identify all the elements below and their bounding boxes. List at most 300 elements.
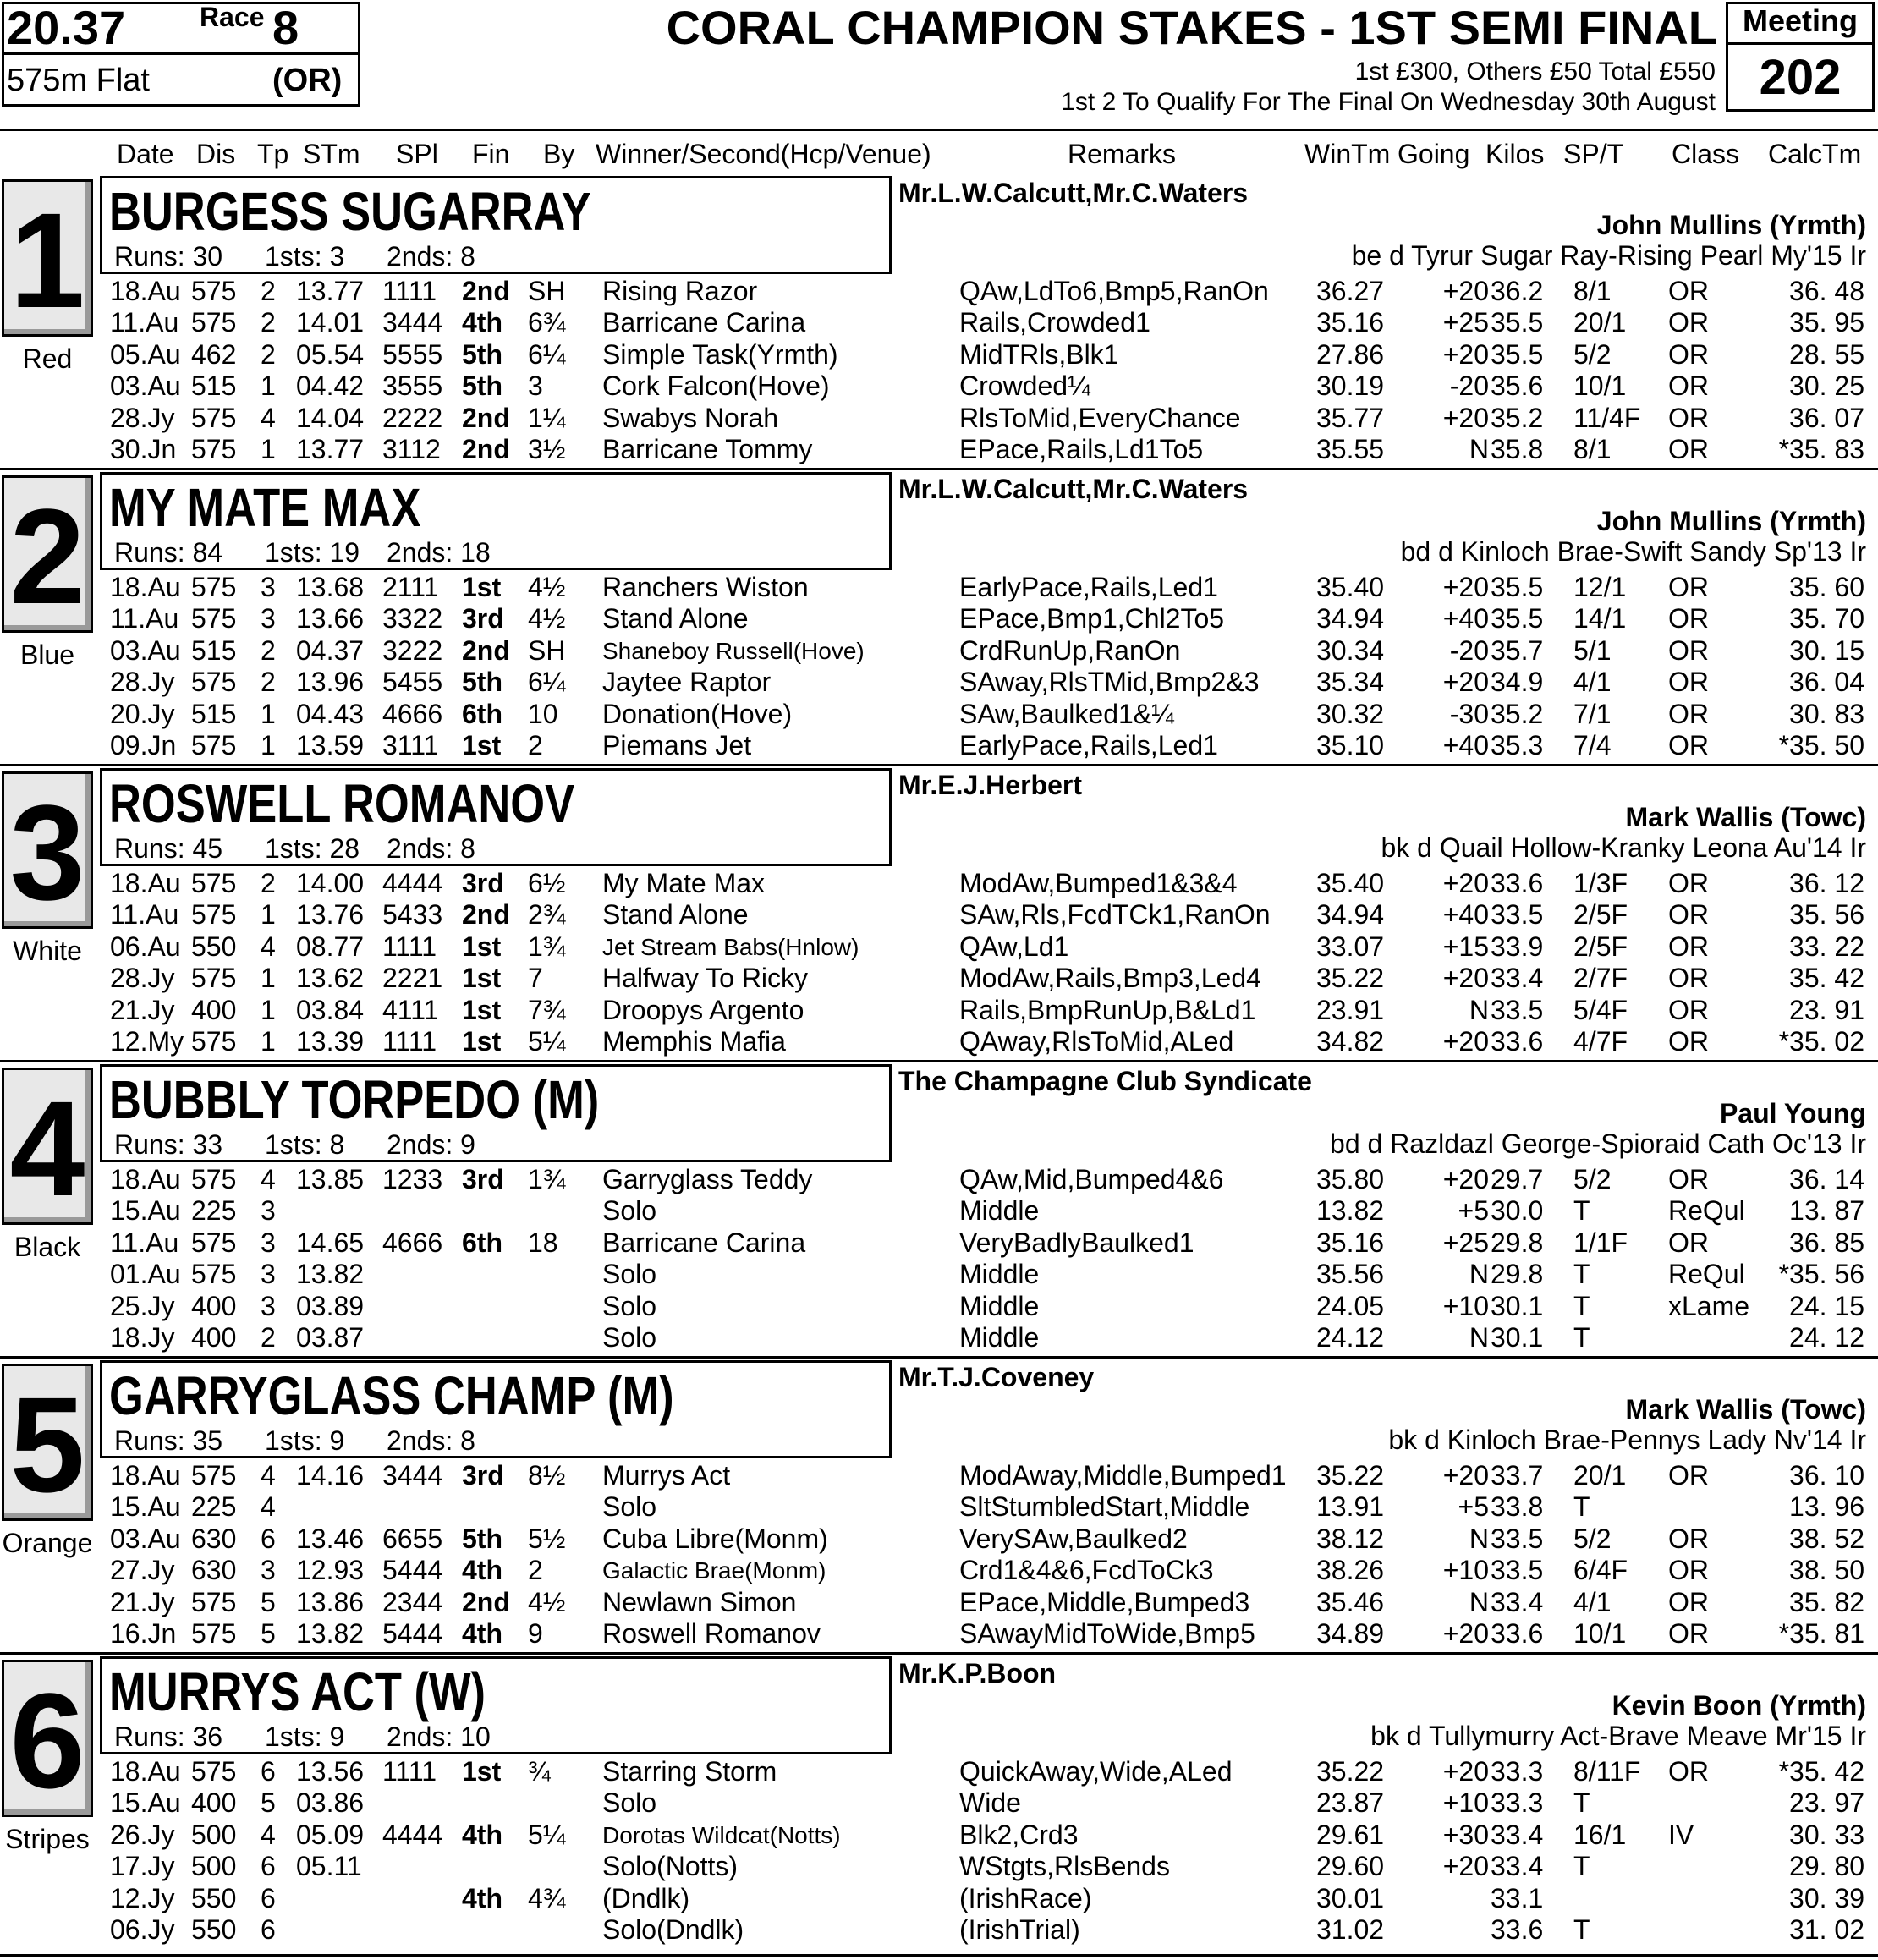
form-fin: 4th bbox=[462, 307, 502, 338]
form-spl: 5444 bbox=[382, 1618, 443, 1649]
form-spt: 6/4F bbox=[1573, 1555, 1628, 1585]
form-wintm: 35.56 bbox=[1316, 1259, 1385, 1289]
form-row bbox=[0, 1914, 1878, 1946]
form-row bbox=[0, 1883, 1878, 1914]
form-stm: 13.77 bbox=[296, 434, 365, 464]
form-going: +20 bbox=[1442, 1026, 1489, 1057]
form-going: N bbox=[1469, 1259, 1489, 1289]
form-class: OR bbox=[1668, 899, 1709, 930]
form-remarks: MidTRls,Blk1 bbox=[959, 339, 1119, 370]
form-spt: 5/2 bbox=[1573, 339, 1612, 370]
form-dis: 575 bbox=[191, 434, 237, 464]
form-wintm: 31.02 bbox=[1316, 1914, 1385, 1945]
form-winner: Stand Alone bbox=[602, 899, 749, 930]
form-fin: 3rd bbox=[462, 868, 504, 898]
runner-separator bbox=[0, 1060, 1878, 1062]
form-tp: 3 bbox=[261, 1555, 276, 1585]
form-date: 17.Jy bbox=[110, 1851, 175, 1881]
form-stm: 13.76 bbox=[296, 899, 365, 930]
form-class: xLame bbox=[1668, 1291, 1750, 1321]
form-wintm: 24.05 bbox=[1316, 1291, 1385, 1321]
form-kilos: 33.1 bbox=[1491, 1883, 1544, 1913]
form-going: +20 bbox=[1442, 667, 1489, 697]
form-going: +15 bbox=[1442, 931, 1489, 962]
form-fin: 5th bbox=[462, 371, 502, 401]
form-wintm: 13.82 bbox=[1316, 1195, 1385, 1226]
form-wintm: 38.26 bbox=[1316, 1555, 1385, 1585]
form-wintm: 35.16 bbox=[1316, 307, 1385, 338]
form-going: N bbox=[1469, 434, 1489, 464]
race-title: CORAL CHAMPION STAKES - 1ST SEMI FINAL bbox=[666, 1, 1717, 54]
form-row bbox=[0, 1851, 1878, 1882]
form-calctm: 35. 42 bbox=[1789, 963, 1864, 993]
form-winner: Galactic Brae(Monm) bbox=[602, 1557, 826, 1584]
form-by: 6¾ bbox=[528, 307, 566, 338]
runner-separator bbox=[0, 1652, 1878, 1655]
runner-separator bbox=[0, 468, 1878, 470]
form-spt: 5/1 bbox=[1573, 635, 1612, 666]
form-winner: Memphis Mafia bbox=[602, 1026, 786, 1057]
form-spt: 8/1 bbox=[1573, 434, 1612, 464]
form-fin: 5th bbox=[462, 1524, 502, 1554]
form-tp: 2 bbox=[261, 339, 276, 370]
form-winner: Jet Stream Babs(Hnlow) bbox=[602, 934, 859, 960]
form-class: OR bbox=[1668, 868, 1709, 898]
form-date: 18.Au bbox=[110, 1164, 181, 1194]
form-spt: 7/1 bbox=[1573, 699, 1612, 729]
form-calctm: 30. 25 bbox=[1789, 371, 1864, 401]
form-date: 09.Jn bbox=[110, 730, 177, 760]
form-tp: 3 bbox=[261, 572, 276, 602]
form-calctm: 33. 22 bbox=[1789, 931, 1864, 962]
form-tp: 3 bbox=[261, 1195, 276, 1226]
form-spl: 3555 bbox=[382, 371, 443, 401]
form-by: 2 bbox=[528, 1555, 543, 1585]
form-spl: 3112 bbox=[382, 434, 441, 464]
form-going: +10 bbox=[1442, 1787, 1489, 1818]
form-remarks: Blk2,Crd3 bbox=[959, 1820, 1079, 1850]
dog-name: MURRYS ACT (W) bbox=[109, 1661, 486, 1722]
form-winner: Droopys Argento bbox=[602, 995, 804, 1025]
form-spl: 5433 bbox=[382, 899, 443, 930]
trap-colour: Blue bbox=[19, 640, 75, 670]
form-class: OR bbox=[1668, 1555, 1709, 1585]
form-remarks: SAw,Rls,FcdTCk1,RanOn bbox=[959, 899, 1271, 930]
form-date: 25.Jy bbox=[110, 1291, 175, 1321]
trainer-name: Kevin Boon (Yrmth) bbox=[1612, 1690, 1866, 1721]
form-stm: 05.11 bbox=[296, 1851, 362, 1881]
form-stm: 04.37 bbox=[296, 635, 365, 666]
form-winner: Solo bbox=[602, 1291, 657, 1321]
form-calctm: 36. 14 bbox=[1789, 1164, 1864, 1194]
form-dis: 575 bbox=[191, 963, 237, 993]
form-stm: 13.59 bbox=[296, 730, 365, 760]
form-spt: 5/2 bbox=[1573, 1164, 1612, 1194]
form-stm: 03.86 bbox=[296, 1787, 365, 1818]
form-tp: 3 bbox=[261, 603, 276, 634]
form-kilos: 35.5 bbox=[1491, 572, 1544, 602]
form-calctm: 36. 48 bbox=[1789, 276, 1864, 306]
form-wintm: 30.32 bbox=[1316, 699, 1385, 729]
col-tp: Tp bbox=[257, 139, 289, 169]
form-class: OR bbox=[1668, 1460, 1709, 1491]
col-spl: SPl bbox=[396, 139, 438, 169]
dog-name-box bbox=[100, 768, 892, 866]
prize-money: 1st £300, Others £50 Total £550 bbox=[1354, 58, 1716, 85]
form-winner: Solo(Notts) bbox=[602, 1851, 739, 1881]
footer-rule bbox=[0, 1954, 1878, 1957]
runs-count: Runs: 84 bbox=[114, 537, 223, 568]
form-going: +25 bbox=[1442, 307, 1489, 338]
form-class: OR bbox=[1668, 1524, 1709, 1554]
form-spl: 2344 bbox=[382, 1587, 443, 1617]
form-calctm: 29. 80 bbox=[1789, 1851, 1864, 1881]
form-class: OR bbox=[1668, 635, 1709, 666]
form-date: 11.Au bbox=[110, 307, 179, 338]
form-remarks: SAw,Baulked1&¼ bbox=[959, 699, 1174, 729]
form-remarks: ModAw,Bumped1&3&4 bbox=[959, 868, 1238, 898]
form-winner: Solo(Dndlk) bbox=[602, 1914, 744, 1945]
form-stm: 04.43 bbox=[296, 699, 365, 729]
form-remarks: QuickAway,Wide,ALed bbox=[959, 1756, 1233, 1787]
form-tp: 1 bbox=[261, 963, 276, 993]
form-kilos: 33.9 bbox=[1491, 931, 1544, 962]
firsts-count: 1sts: 9 bbox=[265, 1425, 345, 1456]
form-date: 15.Au bbox=[110, 1195, 181, 1226]
form-spl: 2222 bbox=[382, 403, 443, 433]
form-spt: 2/5F bbox=[1573, 899, 1628, 930]
form-date: 21.Jy bbox=[110, 1587, 175, 1617]
form-by: SH bbox=[528, 635, 566, 666]
breeding: bk d Quail Hollow-Kranky Leona Au'14 Ir bbox=[1381, 832, 1866, 863]
form-wintm: 35.40 bbox=[1316, 868, 1385, 898]
form-stm: 14.00 bbox=[296, 868, 365, 898]
breeding: bk d Tullymurry Act-Brave Meave Mr'15 Ir bbox=[1370, 1721, 1866, 1751]
form-by: 8½ bbox=[528, 1460, 566, 1491]
breeding: bd d Razldazl George-Spioraid Cath Oc'13 Ir bbox=[1330, 1128, 1866, 1159]
form-by: 4½ bbox=[528, 1587, 566, 1617]
form-tp: 2 bbox=[261, 868, 276, 898]
meeting-divider bbox=[1726, 42, 1875, 45]
col-calctm: CalcTm bbox=[1768, 139, 1862, 169]
form-wintm: 35.22 bbox=[1316, 1460, 1385, 1491]
form-remarks: Rails,Crowded1 bbox=[959, 307, 1150, 338]
form-winner: Solo bbox=[602, 1195, 657, 1226]
form-going: N bbox=[1469, 1587, 1489, 1617]
form-spl: 3111 bbox=[382, 730, 439, 760]
form-calctm: 31. 02 bbox=[1789, 1914, 1864, 1945]
form-tp: 2 bbox=[261, 276, 276, 306]
form-wintm: 36.27 bbox=[1316, 276, 1385, 306]
form-date: 15.Au bbox=[110, 1787, 181, 1818]
form-going: +40 bbox=[1442, 730, 1489, 760]
form-class: OR bbox=[1668, 307, 1709, 338]
form-date: 06.Jy bbox=[110, 1914, 175, 1945]
form-row bbox=[0, 730, 1878, 761]
form-stm: 14.16 bbox=[296, 1460, 365, 1491]
form-spl: 1233 bbox=[382, 1164, 443, 1194]
form-dis: 630 bbox=[191, 1555, 237, 1585]
form-wintm: 30.01 bbox=[1316, 1883, 1385, 1913]
trap-number: 2 bbox=[2, 475, 93, 633]
trap-number: 1 bbox=[2, 179, 93, 337]
form-spt: 1/1F bbox=[1573, 1227, 1628, 1258]
form-spt: T bbox=[1573, 1195, 1590, 1226]
form-kilos: 29.8 bbox=[1491, 1259, 1544, 1289]
form-spt: T bbox=[1573, 1322, 1590, 1353]
form-calctm: 13. 87 bbox=[1789, 1195, 1864, 1226]
form-fin: 4th bbox=[462, 1555, 502, 1585]
form-date: 18.Au bbox=[110, 1460, 181, 1491]
form-calctm: 38. 52 bbox=[1789, 1524, 1864, 1554]
form-kilos: 30.0 bbox=[1491, 1195, 1544, 1226]
form-date: 11.Au bbox=[110, 1227, 179, 1258]
form-row bbox=[0, 1618, 1878, 1650]
form-date: 28.Jy bbox=[110, 667, 175, 697]
runs-count: Runs: 35 bbox=[114, 1425, 223, 1456]
form-date: 11.Au bbox=[110, 899, 179, 930]
form-stm: 03.84 bbox=[296, 995, 365, 1025]
form-going: +5 bbox=[1458, 1195, 1489, 1226]
form-stm: 14.04 bbox=[296, 403, 365, 433]
form-tp: 6 bbox=[261, 1524, 276, 1554]
form-going: +20 bbox=[1442, 1164, 1489, 1194]
form-tp: 4 bbox=[261, 1460, 276, 1491]
form-going: +20 bbox=[1442, 1618, 1489, 1649]
form-by: 1¾ bbox=[528, 1164, 566, 1194]
form-dis: 630 bbox=[191, 1524, 237, 1554]
form-tp: 1 bbox=[261, 730, 276, 760]
race-time: 20.37 bbox=[7, 1, 126, 54]
form-spt: 4/1 bbox=[1573, 667, 1612, 697]
form-fin: 5th bbox=[462, 667, 502, 697]
form-stm: 13.85 bbox=[296, 1164, 365, 1194]
form-class: OR bbox=[1668, 730, 1709, 760]
form-row bbox=[0, 1756, 1878, 1787]
form-fin: 6th bbox=[462, 1227, 502, 1258]
form-remarks: ModAw,Rails,Bmp3,Led4 bbox=[959, 963, 1261, 993]
form-calctm: 36. 04 bbox=[1789, 667, 1864, 697]
form-spl: 1111 bbox=[382, 276, 437, 306]
form-tp: 4 bbox=[261, 1820, 276, 1850]
form-fin: 2nd bbox=[462, 635, 510, 666]
form-class: IV bbox=[1668, 1820, 1694, 1850]
form-going: -20 bbox=[1449, 635, 1489, 666]
form-spl: 3322 bbox=[382, 603, 443, 634]
form-spt: 4/7F bbox=[1573, 1026, 1628, 1057]
form-dis: 575 bbox=[191, 1026, 237, 1057]
form-row bbox=[0, 1291, 1878, 1322]
form-remarks: Middle bbox=[959, 1259, 1040, 1289]
form-going: +25 bbox=[1442, 1227, 1489, 1258]
form-fin: 1st bbox=[462, 572, 502, 602]
form-dis: 575 bbox=[191, 403, 237, 433]
form-row bbox=[0, 1491, 1878, 1523]
form-by: 6¼ bbox=[528, 339, 566, 370]
dog-name-box bbox=[100, 1064, 892, 1162]
form-kilos: 33.4 bbox=[1491, 1587, 1544, 1617]
form-remarks: QAw,Mid,Bumped4&6 bbox=[959, 1164, 1224, 1194]
col-date: Date bbox=[117, 139, 174, 169]
form-calctm: *35. 50 bbox=[1778, 730, 1864, 760]
form-spt: 8/11F bbox=[1573, 1756, 1641, 1787]
form-wintm: 23.91 bbox=[1316, 995, 1385, 1025]
form-spl: 5444 bbox=[382, 1555, 443, 1585]
form-winner: Shaneboy Russell(Hove) bbox=[602, 638, 865, 664]
form-going: N bbox=[1469, 1322, 1489, 1353]
form-class: OR bbox=[1668, 1618, 1709, 1649]
form-spt: 1/3F bbox=[1573, 868, 1628, 898]
col-kilos: Kilos bbox=[1485, 139, 1545, 169]
form-kilos: 33.5 bbox=[1491, 995, 1544, 1025]
form-fin: 2nd bbox=[462, 403, 510, 433]
form-calctm: 24. 15 bbox=[1789, 1291, 1864, 1321]
form-spl: 2221 bbox=[382, 963, 443, 993]
form-winner: Ranchers Wiston bbox=[602, 572, 809, 602]
form-wintm: 35.77 bbox=[1316, 403, 1385, 433]
form-calctm: 28. 55 bbox=[1789, 339, 1864, 370]
form-by: 3 bbox=[528, 371, 543, 401]
form-winner: Starring Storm bbox=[602, 1756, 777, 1787]
form-tp: 6 bbox=[261, 1851, 276, 1881]
form-stm: 12.93 bbox=[296, 1555, 365, 1585]
form-winner: Piemans Jet bbox=[602, 730, 752, 760]
form-kilos: 30.1 bbox=[1491, 1291, 1544, 1321]
qualify-note: 1st 2 To Qualify For The Final On Wednesday 30th August bbox=[1061, 88, 1716, 116]
form-kilos: 35.8 bbox=[1491, 434, 1544, 464]
form-stm: 03.87 bbox=[296, 1322, 365, 1353]
form-row bbox=[0, 963, 1878, 994]
form-date: 01.Au bbox=[110, 1259, 181, 1289]
form-fin: 3rd bbox=[462, 1460, 504, 1491]
form-dis: 575 bbox=[191, 868, 237, 898]
form-going: +5 bbox=[1458, 1491, 1489, 1522]
firsts-count: 1sts: 8 bbox=[265, 1129, 345, 1160]
form-kilos: 33.5 bbox=[1491, 1524, 1544, 1554]
form-going: +30 bbox=[1442, 1820, 1489, 1850]
race-grade: (OR) bbox=[272, 63, 343, 98]
form-spt: T bbox=[1573, 1914, 1590, 1945]
form-calctm: 13. 96 bbox=[1789, 1491, 1864, 1522]
form-calctm: 38. 50 bbox=[1789, 1555, 1864, 1585]
trap-colour: Stripes bbox=[5, 1824, 90, 1854]
form-winner: Swabys Norah bbox=[602, 403, 779, 433]
form-date: 11.Au bbox=[110, 603, 179, 634]
form-spt: T bbox=[1573, 1851, 1590, 1881]
form-going: +20 bbox=[1442, 276, 1489, 306]
form-stm: 14.01 bbox=[296, 307, 365, 338]
form-calctm: 30. 15 bbox=[1789, 635, 1864, 666]
trap-number: 6 bbox=[2, 1660, 93, 1817]
form-dis: 462 bbox=[191, 339, 237, 370]
form-fin: 1st bbox=[462, 995, 502, 1025]
dog-name-box bbox=[100, 176, 892, 274]
form-class: ReQul bbox=[1668, 1195, 1745, 1226]
form-stm: 08.77 bbox=[296, 931, 365, 962]
form-date: 12.Jy bbox=[110, 1883, 175, 1913]
form-wintm: 35.10 bbox=[1316, 730, 1385, 760]
form-calctm: 35. 70 bbox=[1789, 603, 1864, 634]
form-dis: 400 bbox=[191, 1291, 237, 1321]
col-going: Going bbox=[1398, 139, 1470, 169]
form-wintm: 34.94 bbox=[1316, 603, 1385, 634]
owner-name: Mr.E.J.Herbert bbox=[898, 770, 1082, 800]
form-winner: Jaytee Raptor bbox=[602, 667, 772, 697]
form-dis: 575 bbox=[191, 899, 237, 930]
form-class: OR bbox=[1668, 1756, 1709, 1787]
form-wintm: 23.87 bbox=[1316, 1787, 1385, 1818]
form-stm: 13.77 bbox=[296, 276, 365, 306]
form-winner: Murrys Act bbox=[602, 1460, 731, 1491]
owner-name: Mr.T.J.Coveney bbox=[898, 1362, 1095, 1392]
dog-name: BURGESS SUGARRAY bbox=[109, 181, 591, 242]
form-winner: My Mate Max bbox=[602, 868, 766, 898]
form-fin: 1st bbox=[462, 1026, 502, 1057]
form-class: OR bbox=[1668, 1026, 1709, 1057]
form-by: 6¼ bbox=[528, 667, 566, 697]
form-row bbox=[0, 1524, 1878, 1555]
form-tp: 2 bbox=[261, 1322, 276, 1353]
form-remarks: EarlyPace,Rails,Led1 bbox=[959, 730, 1218, 760]
form-going: +40 bbox=[1442, 899, 1489, 930]
form-by: 6½ bbox=[528, 868, 566, 898]
form-date: 18.Jy bbox=[110, 1322, 175, 1353]
form-row bbox=[0, 276, 1878, 307]
col-dis: Dis bbox=[196, 139, 236, 169]
form-row bbox=[0, 1195, 1878, 1227]
form-row bbox=[0, 1820, 1878, 1851]
form-class: ReQul bbox=[1668, 1259, 1745, 1289]
form-dis: 575 bbox=[191, 667, 237, 697]
form-by: 5¼ bbox=[528, 1026, 566, 1057]
form-winner: Barricane Tommy bbox=[602, 434, 813, 464]
form-tp: 2 bbox=[261, 667, 276, 697]
form-by: 3½ bbox=[528, 434, 566, 464]
form-dis: 400 bbox=[191, 1787, 237, 1818]
form-kilos: 33.6 bbox=[1491, 868, 1544, 898]
form-going: +20 bbox=[1442, 1460, 1489, 1491]
form-dis: 575 bbox=[191, 1460, 237, 1491]
form-remarks: (IrishTrial) bbox=[959, 1914, 1080, 1945]
col-by: By bbox=[543, 139, 575, 169]
form-fin: 1st bbox=[462, 931, 502, 962]
form-kilos: 33.3 bbox=[1491, 1787, 1544, 1818]
dog-name: GARRYGLASS CHAMP (M) bbox=[109, 1365, 674, 1426]
form-tp: 5 bbox=[261, 1787, 276, 1818]
form-going: -30 bbox=[1449, 699, 1489, 729]
form-by: 10 bbox=[528, 699, 558, 729]
trainer-name: Mark Wallis (Towc) bbox=[1625, 802, 1866, 832]
trainer-name: Paul Young bbox=[1719, 1098, 1866, 1128]
form-date: 05.Au bbox=[110, 339, 181, 370]
form-kilos: 33.3 bbox=[1491, 1756, 1544, 1787]
form-remarks: VeryBadlyBaulked1 bbox=[959, 1227, 1194, 1258]
dog-name: MY MATE MAX bbox=[109, 477, 421, 538]
form-kilos: 35.6 bbox=[1491, 371, 1544, 401]
form-remarks: SAway,RlsTMid,Bmp2&3 bbox=[959, 667, 1260, 697]
form-dis: 400 bbox=[191, 1322, 237, 1353]
dog-name-box bbox=[100, 472, 892, 570]
meeting-label: Meeting bbox=[1742, 3, 1858, 38]
form-winner: Halfway To Ricky bbox=[602, 963, 809, 993]
form-spt: 8/1 bbox=[1573, 276, 1612, 306]
form-kilos: 35.7 bbox=[1491, 635, 1544, 666]
col-winner: Winner/Second(Hcp/Venue) bbox=[596, 139, 931, 169]
form-class: OR bbox=[1668, 371, 1709, 401]
form-kilos: 33.4 bbox=[1491, 1851, 1544, 1881]
form-class: OR bbox=[1668, 434, 1709, 464]
form-dis: 575 bbox=[191, 307, 237, 338]
